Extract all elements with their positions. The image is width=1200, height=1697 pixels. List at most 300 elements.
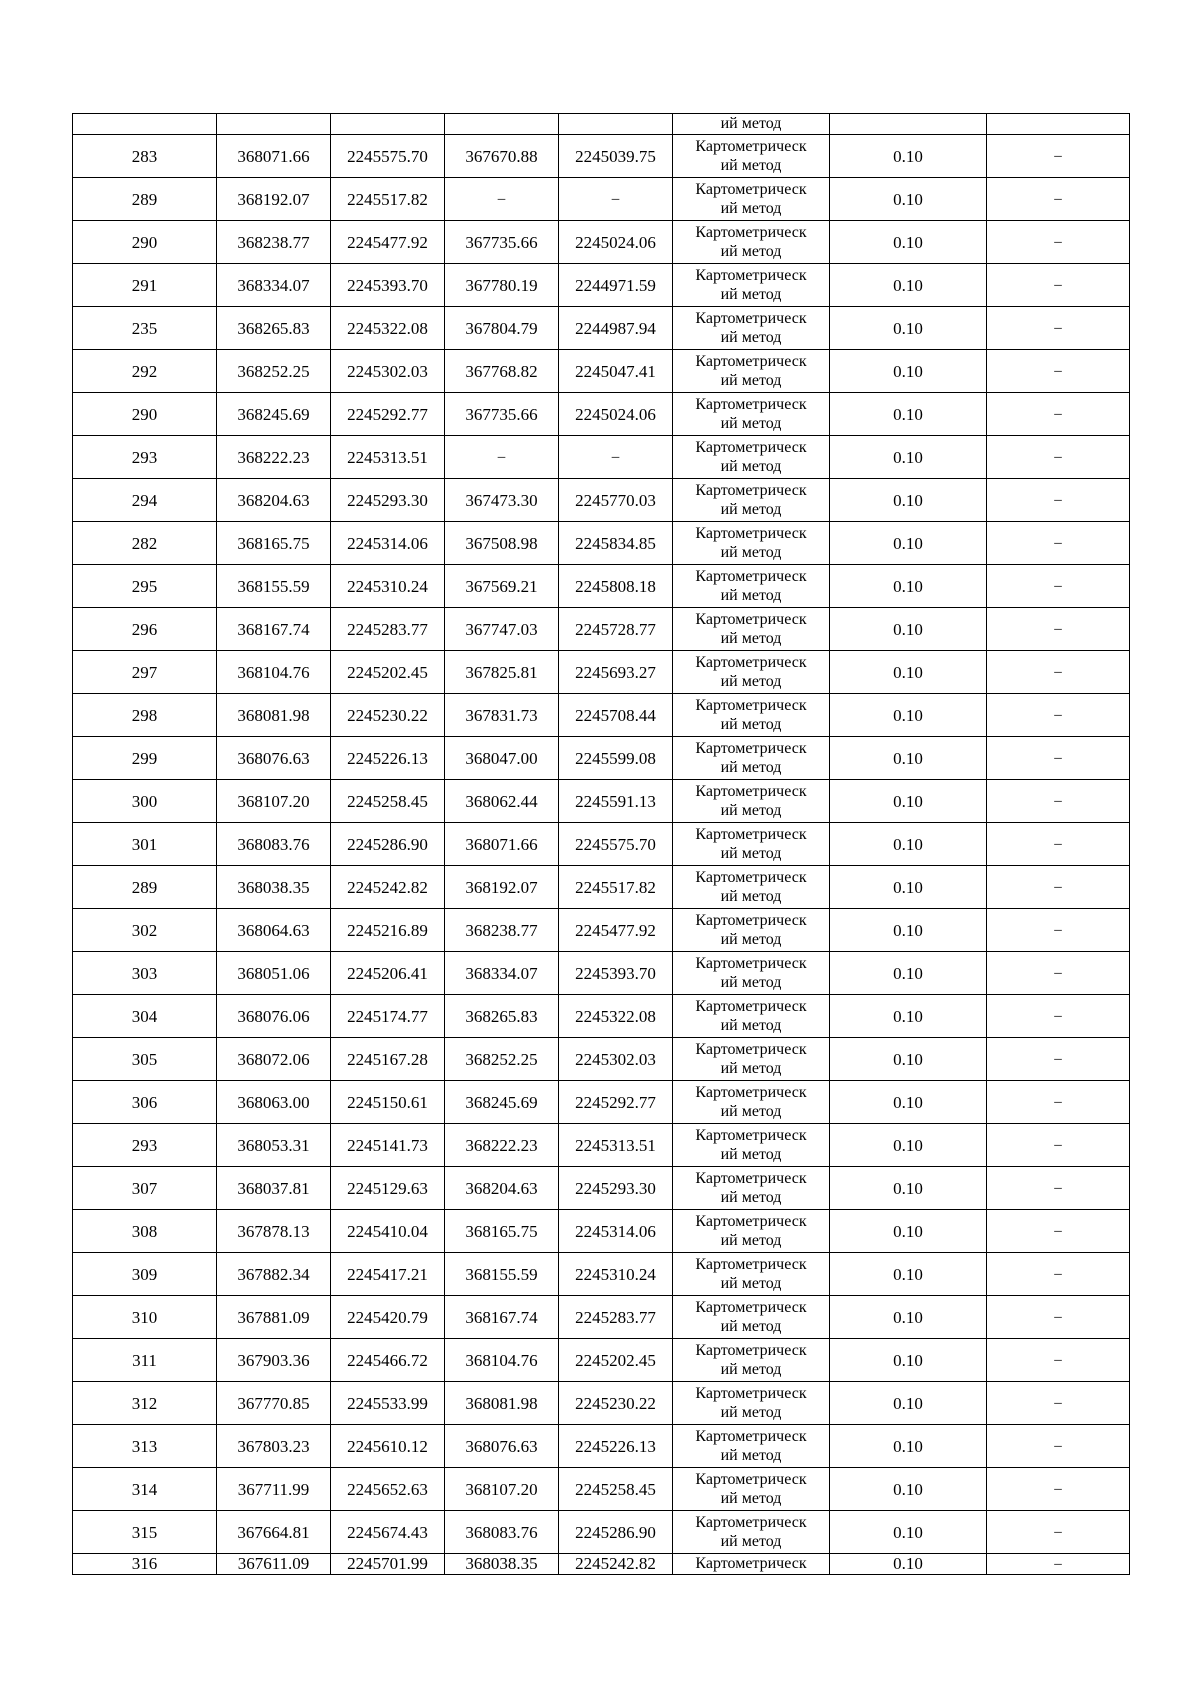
method-line-1: Картометрическ bbox=[695, 525, 807, 542]
cell-y-old: 2244971.59 bbox=[559, 264, 673, 307]
cell-point: 292 bbox=[73, 350, 217, 393]
cell-y-new: 2245216.89 bbox=[331, 909, 445, 952]
method-line-1: Картометрическ bbox=[695, 439, 807, 456]
cell-x-old: 367825.81 bbox=[445, 651, 559, 694]
cell-point: 300 bbox=[73, 780, 217, 823]
cell-point: 315 bbox=[73, 1511, 217, 1554]
cell-x-old: 367670.88 bbox=[445, 135, 559, 178]
table-row-last bbox=[73, 1554, 1130, 1575]
cell-point: 304 bbox=[73, 995, 217, 1038]
cell-x-new: 367664.81 bbox=[217, 1511, 331, 1554]
method-line-2: ий метод bbox=[720, 243, 782, 260]
cell-accuracy: 0.10 bbox=[830, 135, 987, 178]
cell-y-old: 2245393.70 bbox=[559, 952, 673, 995]
cell-y-old: 2245039.75 bbox=[559, 135, 673, 178]
cell-x-new: 368072.06 bbox=[217, 1038, 331, 1081]
cell-x-new: 367770.85 bbox=[217, 1382, 331, 1425]
cell-accuracy: 0.10 bbox=[830, 393, 987, 436]
method-line-1: Картометрическ bbox=[695, 1385, 807, 1402]
cell-method bbox=[673, 1167, 830, 1210]
cell-x-new: 368083.76 bbox=[217, 823, 331, 866]
cell-y-new: 2245517.82 bbox=[331, 178, 445, 221]
method-line-2: ий метод bbox=[720, 1318, 782, 1335]
cell-note: – bbox=[987, 909, 1130, 952]
cell-method bbox=[673, 1382, 830, 1425]
cell-x-new: 368155.59 bbox=[217, 565, 331, 608]
cell-x-old: 368107.20 bbox=[445, 1468, 559, 1511]
cell-y-new: 2245652.63 bbox=[331, 1468, 445, 1511]
cell-point: 293 bbox=[73, 436, 217, 479]
cell-accuracy: 0.10 bbox=[830, 1554, 987, 1575]
method-line-2: ий метод bbox=[720, 931, 782, 948]
cell-point: 305 bbox=[73, 1038, 217, 1081]
cell-y-new: 2245141.73 bbox=[331, 1124, 445, 1167]
cell-method bbox=[673, 1124, 830, 1167]
cell-x-new: 368252.25 bbox=[217, 350, 331, 393]
cell-x-new: 368245.69 bbox=[217, 393, 331, 436]
cell-y-old: – bbox=[559, 178, 673, 221]
cell-note: – bbox=[987, 565, 1130, 608]
cell-x-old: 368104.76 bbox=[445, 1339, 559, 1382]
cell-x-new: 368204.63 bbox=[217, 479, 331, 522]
cell-note: – bbox=[987, 178, 1130, 221]
cell-note: – bbox=[987, 1081, 1130, 1124]
cell-point: 299 bbox=[73, 737, 217, 780]
method-line-1: Картометрическ bbox=[695, 912, 807, 929]
method-line-1: Картометрическ bbox=[695, 568, 807, 585]
cell-point: 298 bbox=[73, 694, 217, 737]
cell-method bbox=[673, 823, 830, 866]
cell-point: 302 bbox=[73, 909, 217, 952]
cell-x-old: 367508.98 bbox=[445, 522, 559, 565]
cell-accuracy: 0.10 bbox=[830, 522, 987, 565]
cell-note: – bbox=[987, 221, 1130, 264]
cell-y-new: 2245533.99 bbox=[331, 1382, 445, 1425]
cell-accuracy: 0.10 bbox=[830, 1339, 987, 1382]
method-line-1: Картометрическ bbox=[695, 353, 807, 370]
method-line-1: Картометрическ bbox=[695, 1127, 807, 1144]
cell-x-new: 368076.06 bbox=[217, 995, 331, 1038]
method-line-1: Картометрическ bbox=[695, 654, 807, 671]
cell-x-new: 368051.06 bbox=[217, 952, 331, 995]
table-row bbox=[73, 694, 1130, 737]
cell-x-new: 367903.36 bbox=[217, 1339, 331, 1382]
cell-y-new: 2245129.63 bbox=[331, 1167, 445, 1210]
cell-method: Картометрическ bbox=[673, 1554, 830, 1575]
table-row bbox=[73, 1210, 1130, 1253]
method-line-2: ий метод bbox=[720, 1361, 782, 1378]
cell-y-old: 2245314.06 bbox=[559, 1210, 673, 1253]
cell-accuracy: 0.10 bbox=[830, 780, 987, 823]
cell-x-new bbox=[217, 114, 331, 135]
method-line-1: Картометрическ bbox=[695, 1213, 807, 1230]
method-line-1: Картометрическ bbox=[695, 697, 807, 714]
cell-method bbox=[673, 264, 830, 307]
cell-note: – bbox=[987, 135, 1130, 178]
table-body bbox=[73, 114, 1130, 1575]
method-line-1: Картометрическ bbox=[695, 1041, 807, 1058]
table-row bbox=[73, 479, 1130, 522]
method-line-1: Картометрическ bbox=[695, 1299, 807, 1316]
cell-accuracy bbox=[830, 114, 987, 135]
method-line-1: Картометрическ bbox=[695, 740, 807, 757]
table-row bbox=[73, 221, 1130, 264]
table-row bbox=[73, 436, 1130, 479]
method-line-2: ий метод bbox=[720, 1275, 782, 1292]
cell-point: 301 bbox=[73, 823, 217, 866]
method-line-2: ий метод bbox=[720, 157, 782, 174]
cell-accuracy: 0.10 bbox=[830, 1167, 987, 1210]
cell-note: – bbox=[987, 608, 1130, 651]
cell-x-old: 368071.66 bbox=[445, 823, 559, 866]
method-line-2: ий метод bbox=[720, 802, 782, 819]
cell-point: 303 bbox=[73, 952, 217, 995]
cell-accuracy: 0.10 bbox=[830, 1081, 987, 1124]
method-line-1: Картометрическ bbox=[695, 869, 807, 886]
cell-y-old: 2245575.70 bbox=[559, 823, 673, 866]
cell-x-new: 367611.09 bbox=[217, 1554, 331, 1575]
cell-note: – bbox=[987, 479, 1130, 522]
cell-x-old: 368238.77 bbox=[445, 909, 559, 952]
cell-y-new: 2245575.70 bbox=[331, 135, 445, 178]
cell-point: 307 bbox=[73, 1167, 217, 1210]
method-line-1: Картометрическ bbox=[695, 224, 807, 241]
table-row bbox=[73, 1425, 1130, 1468]
table-row bbox=[73, 608, 1130, 651]
method-line-2: ий метод bbox=[720, 1146, 782, 1163]
cell-point: 289 bbox=[73, 866, 217, 909]
cell-note: – bbox=[987, 1124, 1130, 1167]
cell-x-old: 368062.44 bbox=[445, 780, 559, 823]
cell-y-old: 2245226.13 bbox=[559, 1425, 673, 1468]
cell-x-old: 367735.66 bbox=[445, 393, 559, 436]
cell-x-new: 367711.99 bbox=[217, 1468, 331, 1511]
cell-x-old bbox=[445, 114, 559, 135]
cell-x-new: 368071.66 bbox=[217, 135, 331, 178]
cell-y-old: 2244987.94 bbox=[559, 307, 673, 350]
cell-accuracy: 0.10 bbox=[830, 178, 987, 221]
cell-y-old: 2245693.27 bbox=[559, 651, 673, 694]
cell-y-new: 2245477.92 bbox=[331, 221, 445, 264]
table-row bbox=[73, 909, 1130, 952]
cell-y-old: 2245202.45 bbox=[559, 1339, 673, 1382]
cell-y-old: 2245286.90 bbox=[559, 1511, 673, 1554]
cell-x-new: 368063.00 bbox=[217, 1081, 331, 1124]
cell-note: – bbox=[987, 1425, 1130, 1468]
cell-note: – bbox=[987, 1210, 1130, 1253]
method-line-1: Картометрическ bbox=[695, 1256, 807, 1273]
table-row bbox=[73, 178, 1130, 221]
method-line-2: ий метод bbox=[720, 716, 782, 733]
cell-method bbox=[673, 1468, 830, 1511]
cell-point: 312 bbox=[73, 1382, 217, 1425]
cell-x-old: 368038.35 bbox=[445, 1554, 559, 1575]
cell-method bbox=[673, 780, 830, 823]
cell-note: – bbox=[987, 1382, 1130, 1425]
cell-note: – bbox=[987, 1296, 1130, 1339]
cell-y-old: 2245770.03 bbox=[559, 479, 673, 522]
cell-point: 309 bbox=[73, 1253, 217, 1296]
cell-x-new: 368037.81 bbox=[217, 1167, 331, 1210]
cell-x-new: 368238.77 bbox=[217, 221, 331, 264]
cell-x-new: 368076.63 bbox=[217, 737, 331, 780]
cell-y-old: 2245599.08 bbox=[559, 737, 673, 780]
table-row bbox=[73, 952, 1130, 995]
cell-accuracy: 0.10 bbox=[830, 350, 987, 393]
cell-x-new: 367878.13 bbox=[217, 1210, 331, 1253]
method-line-2: ий метод bbox=[720, 415, 782, 432]
cell-accuracy: 0.10 bbox=[830, 1296, 987, 1339]
cell-y-old: 2245322.08 bbox=[559, 995, 673, 1038]
cell-x-new: 368064.63 bbox=[217, 909, 331, 952]
cell-y-old: 2245024.06 bbox=[559, 221, 673, 264]
cell-x-old: 367804.79 bbox=[445, 307, 559, 350]
table-row bbox=[73, 522, 1130, 565]
table-row bbox=[73, 995, 1130, 1038]
method-line-2: ий метод bbox=[720, 1232, 782, 1249]
method-line-1: Картометрическ bbox=[695, 1428, 807, 1445]
method-line-2: ий метод bbox=[720, 1017, 782, 1034]
cell-y-new: 2245226.13 bbox=[331, 737, 445, 780]
cell-x-old: 368265.83 bbox=[445, 995, 559, 1038]
cell-point: 314 bbox=[73, 1468, 217, 1511]
cell-x-old: 368192.07 bbox=[445, 866, 559, 909]
cell-x-old: 368167.74 bbox=[445, 1296, 559, 1339]
method-line-2: ий метод bbox=[720, 1404, 782, 1421]
cell-y-old: 2245477.92 bbox=[559, 909, 673, 952]
cell-point: 310 bbox=[73, 1296, 217, 1339]
method-line-1: Картометрическ bbox=[695, 396, 807, 413]
cell-x-old: 368252.25 bbox=[445, 1038, 559, 1081]
cell-note: – bbox=[987, 1167, 1130, 1210]
cell-note: – bbox=[987, 694, 1130, 737]
cell-note: – bbox=[987, 780, 1130, 823]
cell-accuracy: 0.10 bbox=[830, 1382, 987, 1425]
table-row bbox=[73, 264, 1130, 307]
table-row bbox=[73, 866, 1130, 909]
table-row bbox=[73, 1167, 1130, 1210]
cell-method bbox=[673, 1339, 830, 1382]
cell-x-new: 368081.98 bbox=[217, 694, 331, 737]
cell-note: – bbox=[987, 1554, 1130, 1575]
cell-accuracy: 0.10 bbox=[830, 1210, 987, 1253]
table-row bbox=[73, 1296, 1130, 1339]
cell-y-new: 2245310.24 bbox=[331, 565, 445, 608]
table-row bbox=[73, 1511, 1130, 1554]
cell-x-old: 367569.21 bbox=[445, 565, 559, 608]
method-line-2: ий метод bbox=[720, 587, 782, 604]
cell-accuracy: 0.10 bbox=[830, 909, 987, 952]
table-row bbox=[73, 135, 1130, 178]
method-line-1: Картометрическ bbox=[695, 138, 807, 155]
cell-accuracy: 0.10 bbox=[830, 1511, 987, 1554]
cell-x-new: 368334.07 bbox=[217, 264, 331, 307]
cell-x-new: 368038.35 bbox=[217, 866, 331, 909]
cell-x-new: 368167.74 bbox=[217, 608, 331, 651]
table-row bbox=[73, 737, 1130, 780]
cell-note: – bbox=[987, 522, 1130, 565]
cell-x-old: 368081.98 bbox=[445, 1382, 559, 1425]
cell-method bbox=[673, 1296, 830, 1339]
cell-y-new: 2245610.12 bbox=[331, 1425, 445, 1468]
cell-y-new: 2245242.82 bbox=[331, 866, 445, 909]
cell-note: – bbox=[987, 952, 1130, 995]
cell-x-new: 368192.07 bbox=[217, 178, 331, 221]
method-line-2: ий метод bbox=[720, 544, 782, 561]
cell-accuracy: 0.10 bbox=[830, 1253, 987, 1296]
table-row bbox=[73, 780, 1130, 823]
cell-accuracy: 0.10 bbox=[830, 866, 987, 909]
cell-x-old: 367735.66 bbox=[445, 221, 559, 264]
cell-y-old: – bbox=[559, 436, 673, 479]
cell-point: 297 bbox=[73, 651, 217, 694]
method-line-1: Картометрическ bbox=[695, 310, 807, 327]
cell-accuracy: 0.10 bbox=[830, 952, 987, 995]
cell-y-old: 2245293.30 bbox=[559, 1167, 673, 1210]
cell-note: – bbox=[987, 1511, 1130, 1554]
cell-note: – bbox=[987, 436, 1130, 479]
method-line-2: ий метод bbox=[720, 845, 782, 862]
cell-y-new: 2245286.90 bbox=[331, 823, 445, 866]
cell-x-old: 367747.03 bbox=[445, 608, 559, 651]
cell-y-new: 2245420.79 bbox=[331, 1296, 445, 1339]
cell-method bbox=[673, 866, 830, 909]
cell-y-new: 2245167.28 bbox=[331, 1038, 445, 1081]
cell-y-old: 2245808.18 bbox=[559, 565, 673, 608]
method-line-2: ий метод bbox=[720, 630, 782, 647]
cell-method bbox=[673, 1210, 830, 1253]
cell-point: 291 bbox=[73, 264, 217, 307]
cell-x-old: – bbox=[445, 178, 559, 221]
cell-y-new: 2245674.43 bbox=[331, 1511, 445, 1554]
cell-method bbox=[673, 307, 830, 350]
table-row bbox=[73, 651, 1130, 694]
cell-x-new: 368104.76 bbox=[217, 651, 331, 694]
cell-y-old: 2245834.85 bbox=[559, 522, 673, 565]
cell-x-new: 368222.23 bbox=[217, 436, 331, 479]
method-line-1: Картометрическ bbox=[695, 1170, 807, 1187]
method-line-1: Картометрическ bbox=[695, 955, 807, 972]
cell-method bbox=[673, 694, 830, 737]
method-line-1: Картометрическ bbox=[695, 783, 807, 800]
method-line-2: ий метод bbox=[720, 974, 782, 991]
cell-note: – bbox=[987, 1253, 1130, 1296]
cell-method: ий метод bbox=[673, 114, 830, 135]
cell-y-old: 2245302.03 bbox=[559, 1038, 673, 1081]
cell-method bbox=[673, 221, 830, 264]
method-line-2: ий метод bbox=[720, 759, 782, 776]
cell-method bbox=[673, 178, 830, 221]
cell-y-old: 2245230.22 bbox=[559, 1382, 673, 1425]
method-line-1: Картометрическ bbox=[695, 1514, 807, 1531]
method-line-1: Картометрическ bbox=[695, 267, 807, 284]
table-row bbox=[73, 1253, 1130, 1296]
method-line-1: Картометрическ bbox=[695, 181, 807, 198]
table-row bbox=[73, 307, 1130, 350]
cell-x-new: 368107.20 bbox=[217, 780, 331, 823]
cell-y-old: 2245047.41 bbox=[559, 350, 673, 393]
method-line-1: Картометрическ bbox=[695, 1471, 807, 1488]
cell-y-new: 2245466.72 bbox=[331, 1339, 445, 1382]
cell-y-new: 2245314.06 bbox=[331, 522, 445, 565]
cell-x-old: 368204.63 bbox=[445, 1167, 559, 1210]
table-row bbox=[73, 1382, 1130, 1425]
cell-point: 282 bbox=[73, 522, 217, 565]
cell-note: – bbox=[987, 307, 1130, 350]
cell-note: – bbox=[987, 1038, 1130, 1081]
cell-x-old: 368155.59 bbox=[445, 1253, 559, 1296]
cell-method bbox=[673, 1253, 830, 1296]
table-row bbox=[73, 1339, 1130, 1382]
cell-accuracy: 0.10 bbox=[830, 307, 987, 350]
cell-method bbox=[673, 1511, 830, 1554]
method-line-2: ий метод bbox=[720, 372, 782, 389]
cell-point: 308 bbox=[73, 1210, 217, 1253]
cell-accuracy: 0.10 bbox=[830, 737, 987, 780]
table-row bbox=[73, 393, 1130, 436]
cell-x-new: 368165.75 bbox=[217, 522, 331, 565]
cell-y-new: 2245701.99 bbox=[331, 1554, 445, 1575]
cell-point: 293 bbox=[73, 1124, 217, 1167]
cell-x-old: 367473.30 bbox=[445, 479, 559, 522]
cell-accuracy: 0.10 bbox=[830, 608, 987, 651]
cell-y-old: 2245024.06 bbox=[559, 393, 673, 436]
cell-y-new: 2245302.03 bbox=[331, 350, 445, 393]
cell-x-new: 367882.34 bbox=[217, 1253, 331, 1296]
cell-x-old: 368076.63 bbox=[445, 1425, 559, 1468]
cell-accuracy: 0.10 bbox=[830, 221, 987, 264]
cell-y-new: 2245283.77 bbox=[331, 608, 445, 651]
cell-method bbox=[673, 393, 830, 436]
cell-y-new: 2245322.08 bbox=[331, 307, 445, 350]
table-row bbox=[73, 350, 1130, 393]
cell-point bbox=[73, 114, 217, 135]
cell-method bbox=[673, 522, 830, 565]
cell-point: 289 bbox=[73, 178, 217, 221]
cell-accuracy: 0.10 bbox=[830, 995, 987, 1038]
cell-x-old: 368222.23 bbox=[445, 1124, 559, 1167]
method-line-2: ий метод bbox=[720, 1490, 782, 1507]
cell-method bbox=[673, 1425, 830, 1468]
method-line-2: ий метод bbox=[720, 673, 782, 690]
cell-y-new: 2245393.70 bbox=[331, 264, 445, 307]
method-line-1: Картометрическ bbox=[695, 998, 807, 1015]
cell-method bbox=[673, 995, 830, 1038]
cell-y-new: 2245206.41 bbox=[331, 952, 445, 995]
coordinates-table bbox=[72, 113, 1130, 1575]
cell-x-new: 367803.23 bbox=[217, 1425, 331, 1468]
cell-y-new: 2245150.61 bbox=[331, 1081, 445, 1124]
cell-note: – bbox=[987, 264, 1130, 307]
cell-note bbox=[987, 114, 1130, 135]
cell-accuracy: 0.10 bbox=[830, 823, 987, 866]
cell-y-old: 2245283.77 bbox=[559, 1296, 673, 1339]
cell-method bbox=[673, 1081, 830, 1124]
cell-note: – bbox=[987, 1339, 1130, 1382]
cell-note: – bbox=[987, 995, 1130, 1038]
cell-note: – bbox=[987, 823, 1130, 866]
method-line-2: ий метод bbox=[720, 1103, 782, 1120]
method-line-1: Картометрическ bbox=[695, 1342, 807, 1359]
cell-note: – bbox=[987, 350, 1130, 393]
cell-x-new: 367881.09 bbox=[217, 1296, 331, 1339]
cell-y-old bbox=[559, 114, 673, 135]
cell-y-new: 2245313.51 bbox=[331, 436, 445, 479]
table-row bbox=[73, 1038, 1130, 1081]
cell-method bbox=[673, 1038, 830, 1081]
table-row bbox=[73, 1468, 1130, 1511]
cell-accuracy: 0.10 bbox=[830, 651, 987, 694]
